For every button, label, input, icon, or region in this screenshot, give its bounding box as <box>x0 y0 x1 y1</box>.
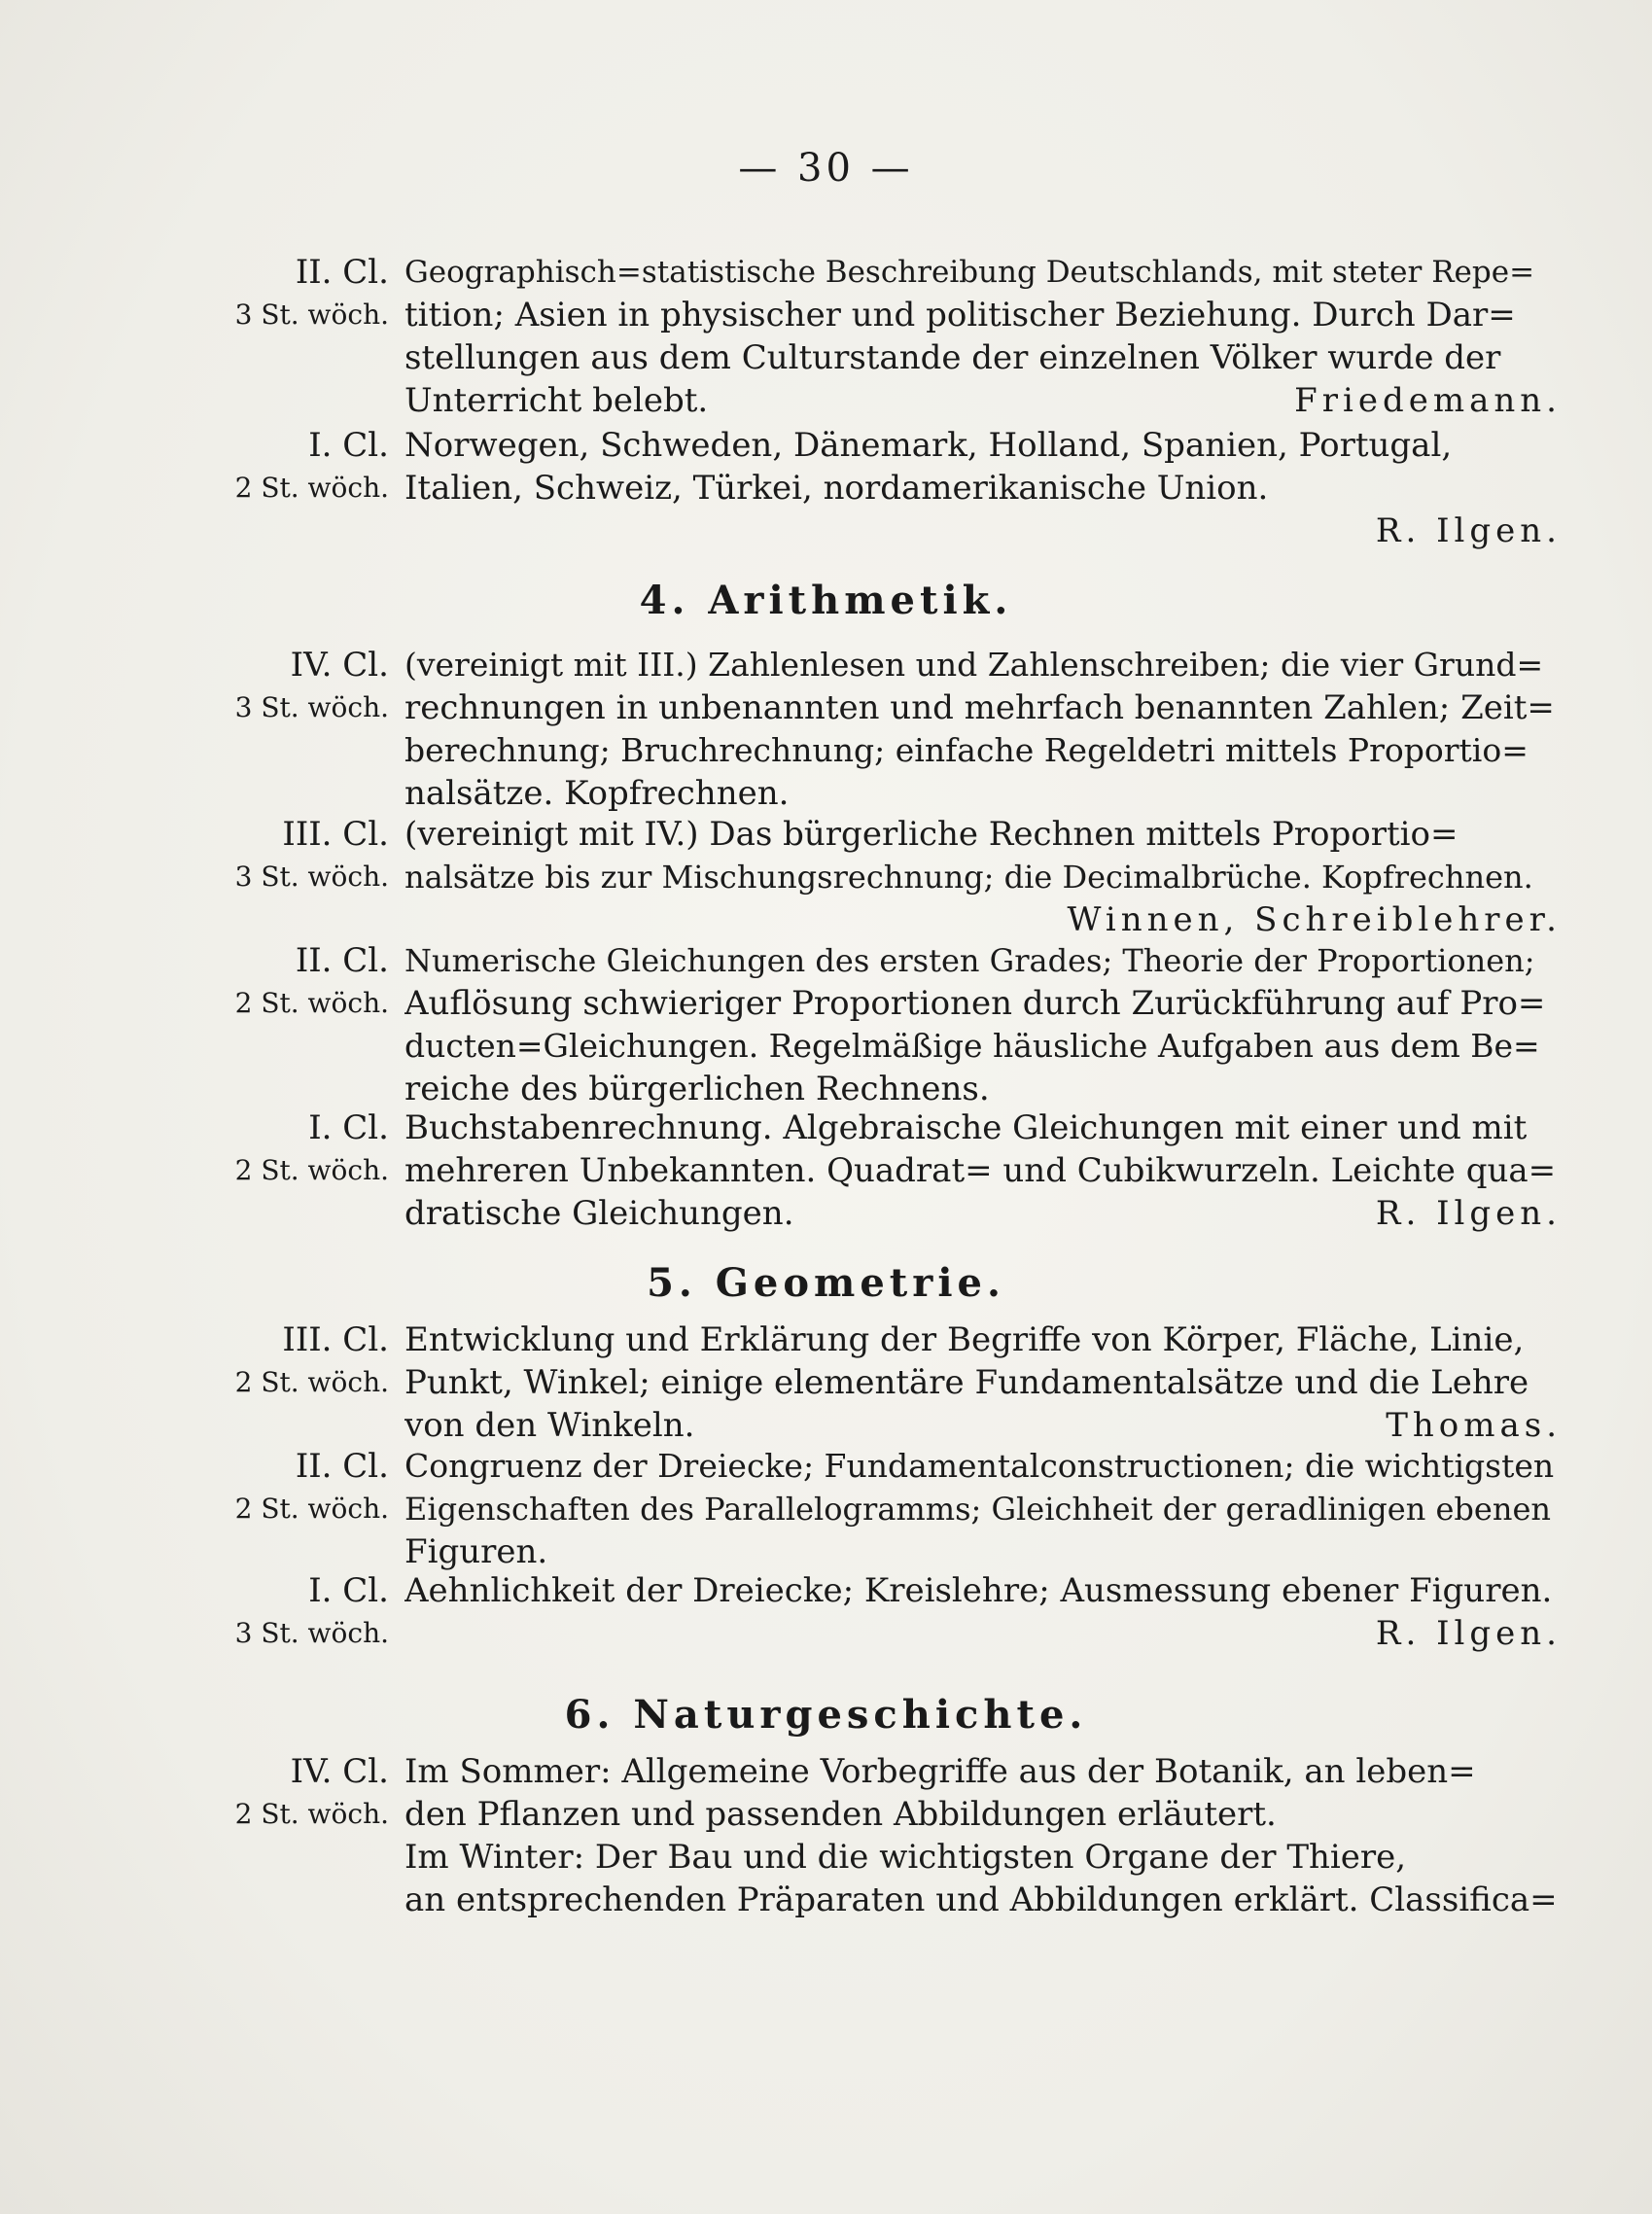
class-label: III. Cl. <box>282 815 389 854</box>
text-line: Congruenz der Dreiecke; Fundamentalconstructionen; die wichtigsten <box>404 1447 1555 1485</box>
teacher-name: Friedemann. <box>1294 381 1562 420</box>
hours-label: 3 St. wöch. <box>234 1617 389 1649</box>
entry-text <box>404 813 1562 941</box>
hours-label: 3 St. wöch. <box>234 861 389 893</box>
text-line: mehreren Unbekannten. Quadrat= und Cubikwurzeln. Leichte qua= <box>404 1151 1557 1190</box>
text-line: nalsätze bis zur Mischungsrechnung; die Decimalbrüche. Kopfrechnen. <box>404 859 1533 896</box>
text-line: an entsprechenden Präparaten und Abbildungen erklärt. Classifica= <box>404 1880 1558 1919</box>
hours-label: 2 St. wöch. <box>234 472 389 504</box>
entry-text <box>404 251 1562 422</box>
entry-text <box>404 424 1562 552</box>
hours-label: 2 St. wöch. <box>234 987 389 1019</box>
text-line: rechnungen in unbenannten und mehrfach benannten Zahlen; Zeit= <box>404 688 1555 727</box>
hours-label: 2 St. wöch. <box>234 1366 389 1398</box>
class-label: II. Cl. <box>295 941 389 980</box>
entry-text <box>404 939 1562 1110</box>
text-line: (vereinigt mit III.) Zahlenlesen und Zahlenschreiben; die vier Grund= <box>404 646 1544 684</box>
text-line: Im Winter: Der Bau und die wichtigsten Organe der Thiere, <box>404 1838 1407 1877</box>
text-line: tition; Asien in physischer und politischer Beziehung. Durch Dar= <box>404 296 1516 334</box>
text-line: reiche des bürgerlichen Rechnens. <box>404 1070 990 1108</box>
entry-label <box>214 813 389 898</box>
teacher-name: Winnen, Schreiblehrer. <box>1067 900 1562 939</box>
text-line: Italien, Schweiz, Türkei, nordamerikanische Union. <box>404 469 1269 508</box>
class-label: IV. Cl. <box>290 646 389 685</box>
text-line: Punkt, Winkel; einige elementäre Fundamentalsätze und die Lehre <box>404 1363 1529 1402</box>
class-label: II. Cl. <box>295 1447 389 1486</box>
entry-label <box>214 424 389 510</box>
class-label: II. Cl. <box>295 253 389 292</box>
class-label: I. Cl. <box>308 1571 389 1610</box>
text-line: Eigenschaften des Parallelogramms; Gleichheit der geradlinigen ebenen <box>404 1491 1551 1528</box>
entry-label <box>214 1569 389 1655</box>
text-line: Figuren. <box>404 1532 548 1571</box>
text-line: stellungen aus dem Culturstande der einzelnen Völker wurde der <box>404 338 1501 377</box>
text-line: Unterricht belebt. <box>404 381 709 420</box>
text-line: nalsätze. Kopfrechnen. <box>404 774 790 813</box>
text-line: Im Sommer: Allgemeine Vorbegriffe aus der Botanik, an leben= <box>404 1752 1476 1791</box>
text-line: Numerische Gleichungen des ersten Grades; Theorie der Proportionen; <box>404 942 1535 979</box>
entry-label <box>214 1750 389 1836</box>
text-line: (vereinigt mit IV.) Das bürgerliche Rechnen mittels Proportio= <box>404 815 1459 854</box>
entry-text <box>404 1569 1562 1655</box>
entry-label <box>214 939 389 1025</box>
entry-label <box>214 1445 389 1530</box>
text-line: Auflösung schwieriger Proportionen durch Zurückführung auf Pro= <box>404 984 1546 1023</box>
text-line: dratische Gleichungen. <box>404 1194 794 1233</box>
class-label: IV. Cl. <box>290 1752 389 1791</box>
hours-label: 2 St. wöch. <box>234 1798 389 1830</box>
teacher-name: R. Ilgen. <box>1375 511 1562 550</box>
text-line: von den Winkeln. <box>404 1406 695 1445</box>
entry-text <box>404 1107 1562 1235</box>
section-title-naturgeschichte: 6. Naturgeschichte. <box>564 1692 1088 1738</box>
hours-label: 2 St. wöch. <box>234 1154 389 1186</box>
entry-label <box>214 644 389 729</box>
text-line: Aehnlichkeit der Dreiecke; Kreislehre; Ausmessung ebener Figuren. <box>404 1571 1553 1610</box>
entry-label <box>214 1318 389 1404</box>
class-label: I. Cl. <box>308 1108 389 1147</box>
class-label: I. Cl. <box>308 426 389 465</box>
hours-label: 3 St. wöch. <box>234 299 389 331</box>
text-line: Buchstabenrechnung. Algebraische Gleichungen mit einer und mit <box>404 1108 1528 1147</box>
text-line: Geographisch=statistische Beschreibung Deutschlands, mit steter Repe= <box>404 255 1535 290</box>
page-number: — 30 — <box>738 146 914 191</box>
teacher-name: R. Ilgen. <box>1375 1194 1562 1233</box>
entry-text <box>404 1318 1562 1447</box>
hours-label: 2 St. wöch. <box>234 1493 389 1525</box>
teacher-name: R. Ilgen. <box>1375 1614 1562 1653</box>
class-label: III. Cl. <box>282 1320 389 1359</box>
hours-label: 3 St. wöch. <box>234 691 389 723</box>
text-line: den Pflanzen und passenden Abbildungen erläutert. <box>404 1795 1277 1834</box>
entry-text <box>404 644 1562 815</box>
section-title-arithmetik: 4. Arithmetik. <box>639 578 1013 623</box>
entry-label <box>214 251 389 336</box>
teacher-name: Thomas. <box>1386 1406 1562 1445</box>
section-title-geometrie: 5. Geometrie. <box>647 1260 1005 1306</box>
entry-text <box>404 1750 1562 1921</box>
text-line: berechnung; Bruchrechnung; einfache Regeldetri mittels Proportio= <box>404 731 1529 769</box>
entry-text <box>404 1445 1562 1573</box>
entry-label <box>214 1107 389 1192</box>
text-line: Norwegen, Schweden, Dänemark, Holland, Spanien, Portugal, <box>404 426 1453 465</box>
text-line: ducten=Gleichungen. Regelmäßige häusliche Aufgaben aus dem Be= <box>404 1027 1540 1065</box>
text-line: Entwicklung und Erklärung der Begriffe von Körper, Fläche, Linie, <box>404 1320 1525 1359</box>
